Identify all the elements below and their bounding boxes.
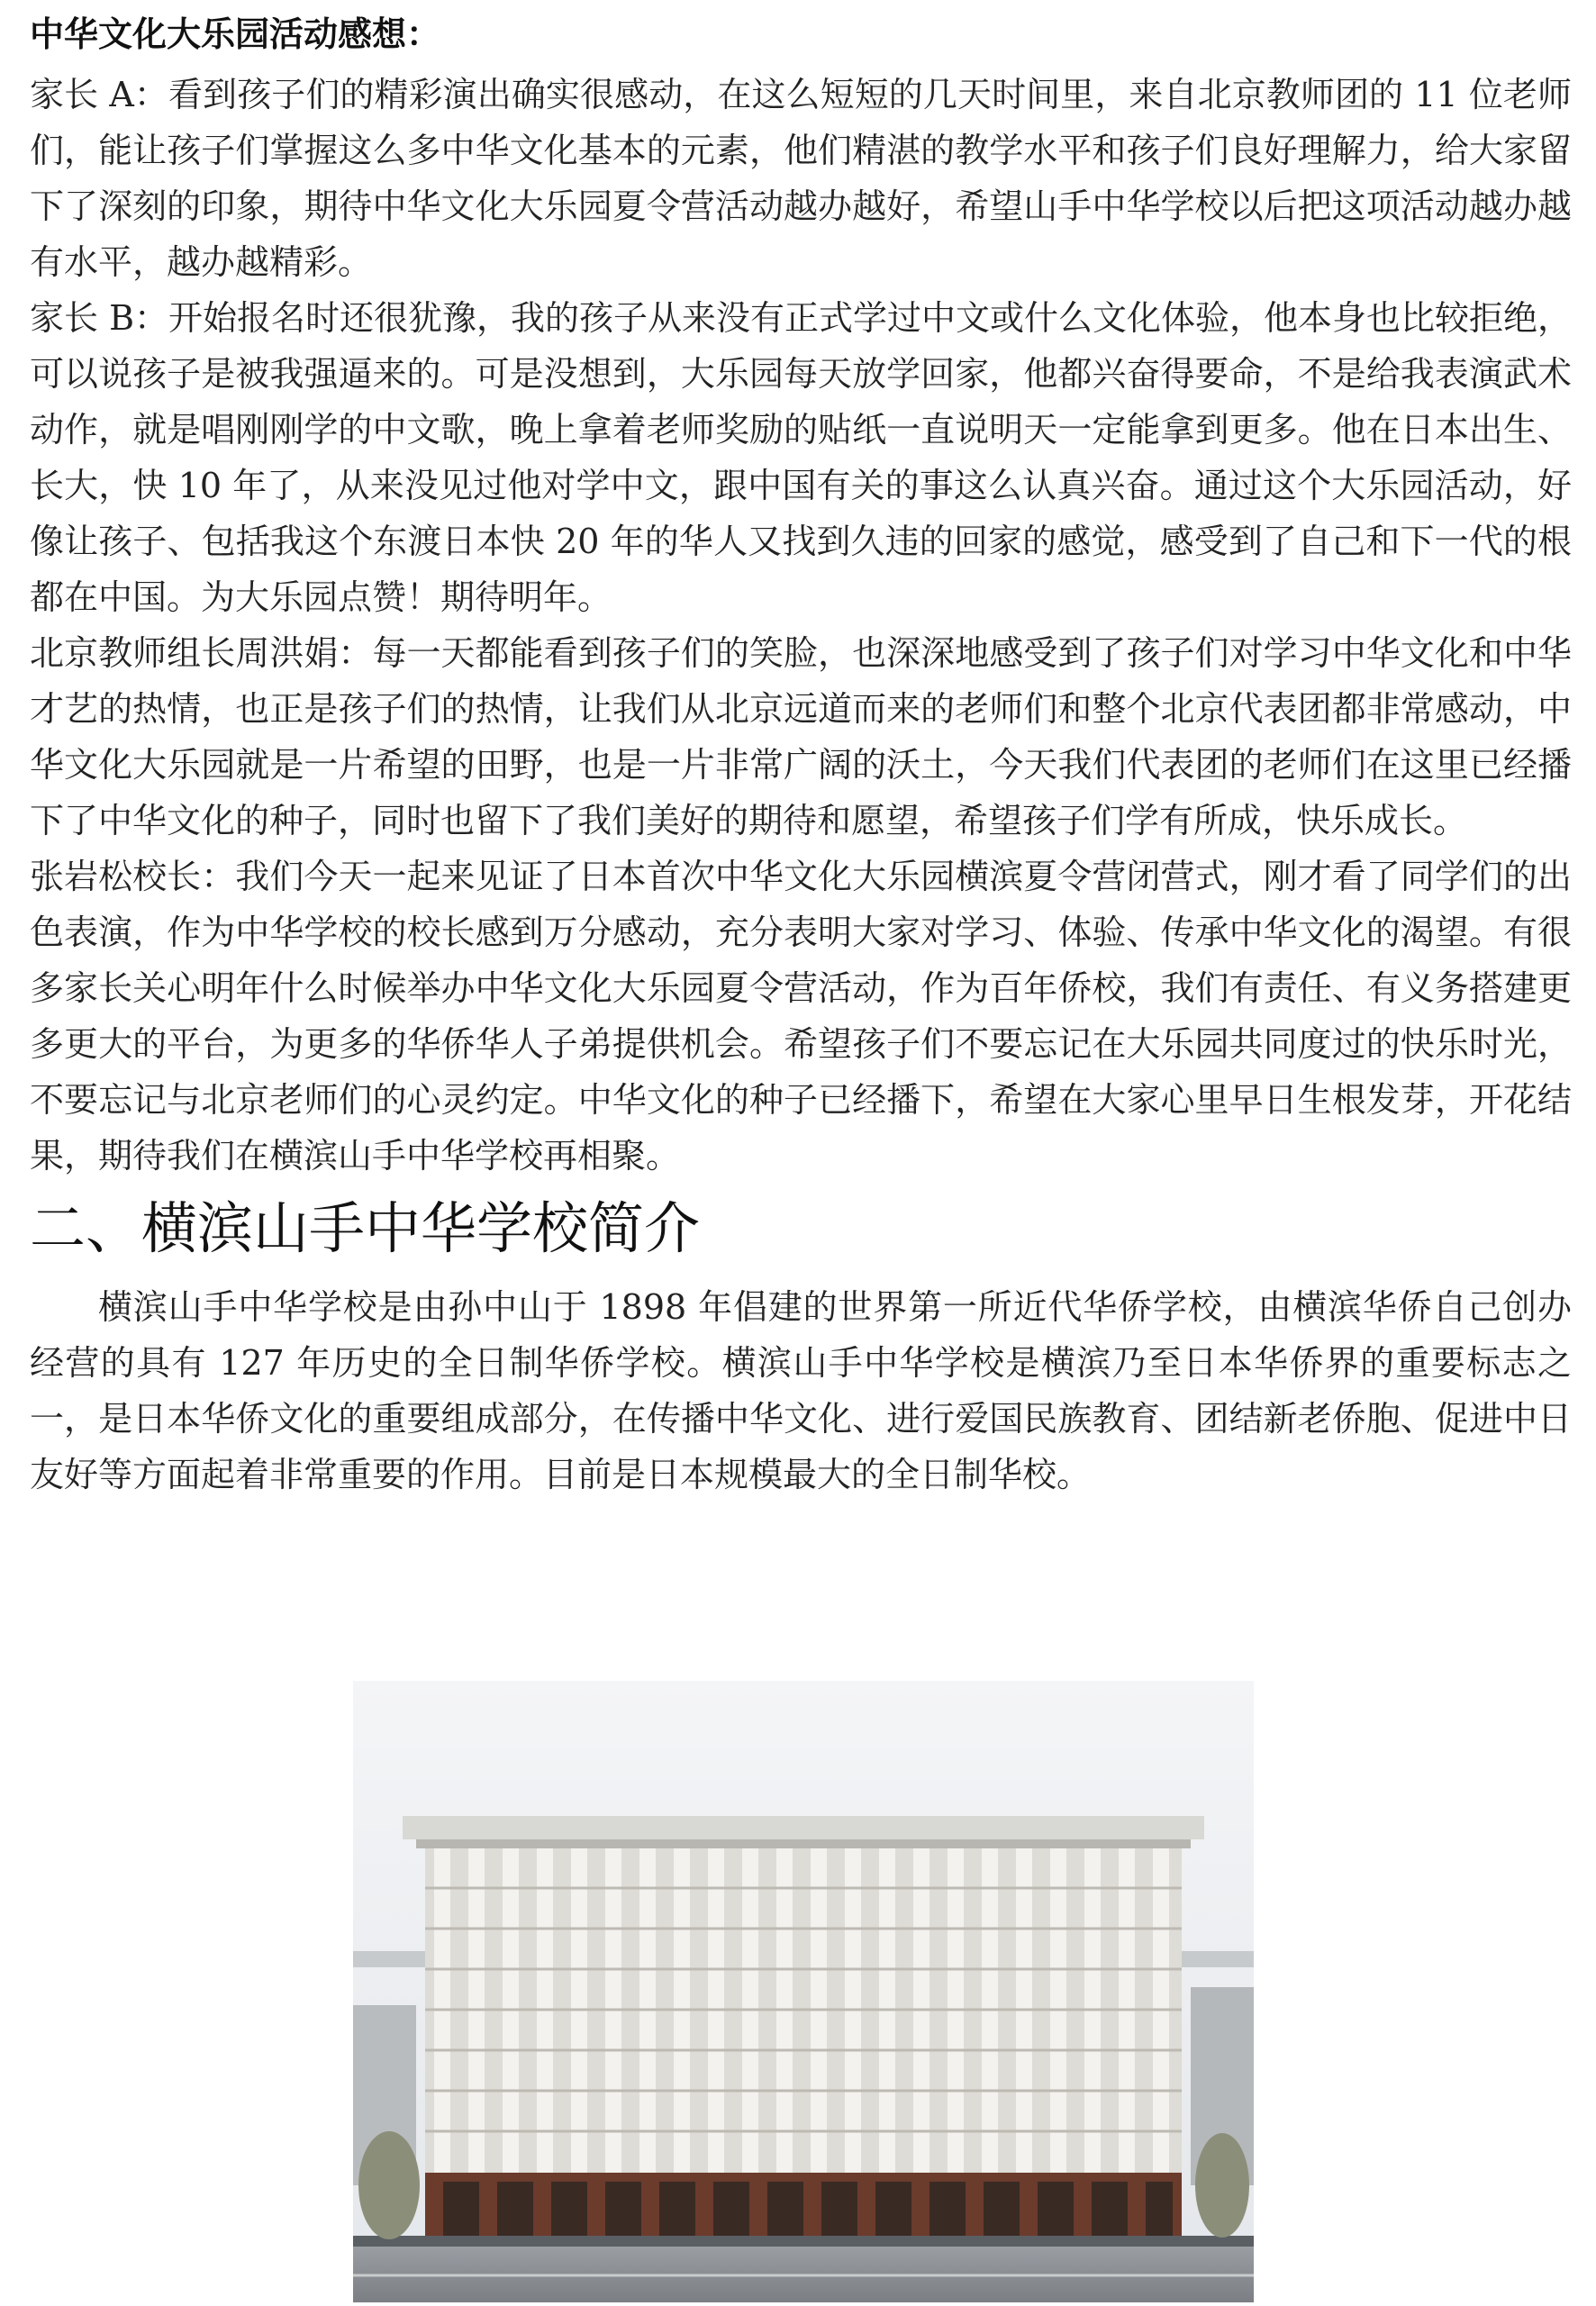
- comment-teacher-leader: 北京教师组长周洪娟：每一天都能看到孩子们的笑脸，也深深地感受到了孩子们对学习中华文化和中华才艺的热情，也正是孩子们的热情，让我们从北京远道而来的老师们和整个北京代表团都非常感动，中华文化大乐园就是一片希望的田野，也是一片非常广阔的沃土，今天我们代表团的老师们在这里已经播下了中华文化的种子，同时也留下了我们美好的期待和愿望，希望孩子们学有所成，快乐成长。: [30, 633, 1572, 840]
- comment-parent-a: 家长 A：看到孩子们的精彩演出确实很感动，在这么短短的几天时间里，来自北京教师团的 11 位老师们，能让孩子们掌握这么多中华文化基本的元素，他们精湛的教学水平和孩子们良好理解力，给大家留下了深刻的印象，期待中华文化大乐园夏令营活动越办越好，希望山手中华学校以后把这项活动越办越有水平，越办越精彩。: [30, 75, 1572, 282]
- section-title: 中华文化大乐园活动感想：: [30, 14, 441, 54]
- comment-principal: 张岩松校长：我们今天一起来见证了日本首次中华文化大乐园横滨夏令营闭营式，刚才看了同学们的出色表演，作为中华学校的校长感到万分感动，充分表明大家对学习、体验、传承中华文化的渴望。有很多家长关心明年什么时候举办中华文化大乐园夏令营活动，作为百年侨校，我们有责任、有义务搭建更多更大的平台，为更多的华侨华人子弟提供机会。希望孩子们不要忘记在大乐园共同度过的快乐时光，不要忘记与北京老师们的心灵约定。中华文化的种子已经播下，希望在大家心里早日生根发芽，开花结果，期待我们在横滨山手中华学校再相聚。: [30, 857, 1572, 1176]
- school-building-photo: [353, 1681, 1254, 2302]
- comment-parent-b: 家长 B：开始报名时还很犹豫，我的孩子从来没有正式学过中文或什么文化体验，他本身也比较拒绝，可以说孩子是被我强逼来的。可是没想到，大乐园每天放学回家，他都兴奋得要命，不是给我表演武术动作，就是唱刚刚学的中文歌，晚上拿着老师奖励的贴纸一直说明天一定能拿到更多。他在日本出生、长大，快 10 年了，从来没见过他对学中文，跟中国有关的事这么认真兴奋。通过这个大乐园活动，好像让孩子、包括我这个东渡日本快 20 年的华人又找到久违的回家的感觉，感受到了自己和下一代的根都在中国。为大乐园点赞！期待明年。: [30, 298, 1573, 617]
- school-building-illustration: [353, 1681, 1254, 2302]
- school-heading: 二、横滨山手中华学校简介: [30, 1195, 701, 1261]
- document-page: [30, 0, 1572, 1503]
- school-intro: 横滨山手中华学校是由孙中山于 1898 年倡建的世界第一所近代华侨学校，由横滨华侨自己创办经营的具有 127 年历史的全日制华侨学校。横滨山手中华学校是横滨乃至日本华侨界的重要标志之一，是日本华侨文化的重要组成部分，在传播中华文化、进行爱国民族教育、团结新老侨胞、促进中日友好等方面起着非常重要的作用。目前是日本规模最大的全日制华校。: [30, 1287, 1572, 1494]
